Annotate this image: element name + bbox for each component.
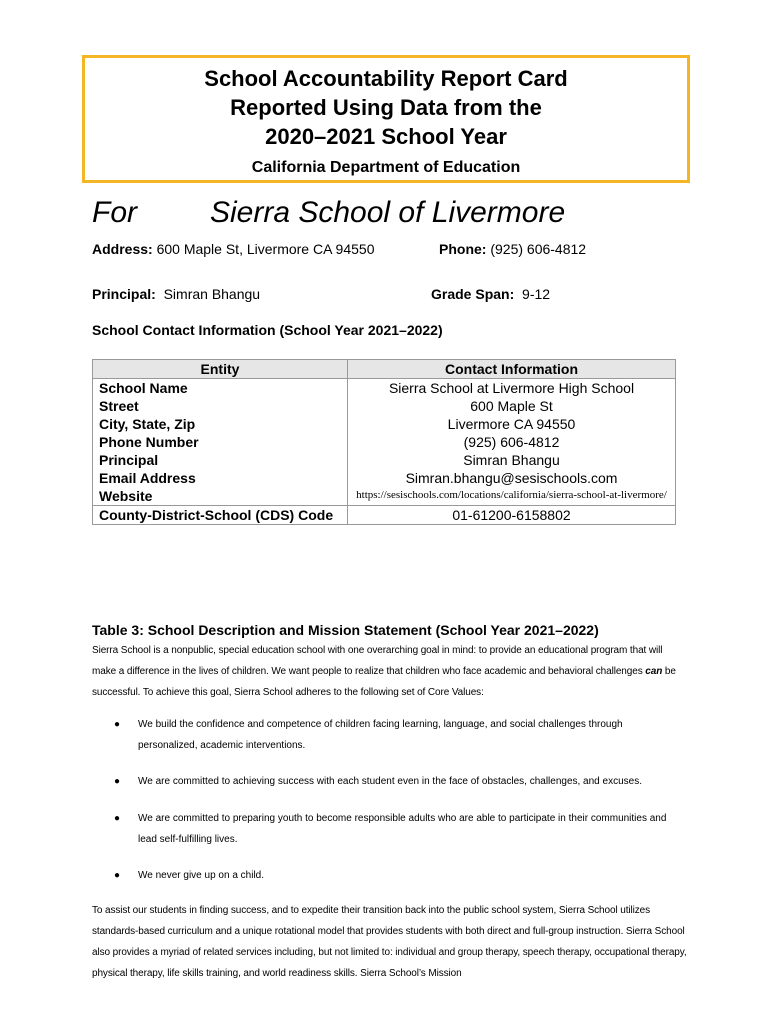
list-item [114,865,674,886]
info-cell: 01-61200-6158802 [348,506,676,525]
phone-value: (925) 606-4812 [490,241,587,257]
principal-label: Principal: [92,286,156,302]
info-cell: 600 Maple St [348,397,676,415]
closing-paragraph: To assist our students in finding success, and to expedite their transition back into the public school system, Sierra School utilizes standards-based curriculum and a unique rotational model that provides students with both direct and full-group instruction. Sierra School also provides a myriad of related services including, but not limited to: individual and group therapy, speech therapy, occupational therapy, physical therapy, life skills training, and world readiness skills. Sierra School’s Mission [92,905,687,979]
address-value: 600 Maple St, Livermore CA 94550 [156,241,375,257]
entity-cell: Street [93,397,348,415]
contact-heading: School Contact Information (School Year 2021–2022) [92,322,443,338]
title-line-3: 2020–2021 School Year [265,124,507,149]
phone-label: Phone: [439,241,487,257]
title-line-2: Reported Using Data from the [230,95,542,120]
table3-heading: Table 3: School Description and Mission Statement (School Year 2021–2022) [92,622,599,638]
bullet-icon: ● [114,776,121,787]
entity-cell: Email Address [93,469,348,487]
table-header-row [93,360,676,379]
school-name-heading [92,196,566,230]
table-row [93,379,676,398]
website-link[interactable]: https://sesischools.com/locations/california/sierra-school-at-livermore/ [348,487,676,506]
bullet-text: We are committed to achieving success with each student even in the face of obstacles, challenges, and excuses. [138,776,642,787]
table-row [93,397,676,415]
address-label: Address: [92,241,153,257]
intro-text-2: be successful. To achieve this goal, Sierra School adheres to the following set of Core Values: [92,666,676,698]
col-entity-header: Entity [93,360,348,379]
for-label: For [92,196,137,229]
bullet-icon: ● [114,870,121,881]
principal-line [92,286,260,302]
entity-cell: Website [93,487,348,506]
intro-paragraph [92,640,688,703]
table-row [93,506,676,525]
entity-cell: City, State, Zip [93,415,348,433]
entity-cell: Phone Number [93,433,348,451]
bullet-icon: ● [114,719,121,730]
table-row [93,415,676,433]
table-row [93,469,676,487]
intro-text-1: Sierra School is a nonpublic, special education school with one overarching goal in mind: to provide an educational program that will make a difference in the lives of children. We want people to realize that children who face academic and behavioral challenges [92,645,663,677]
contact-table [92,359,676,525]
bullet-text: We never give up on a child. [138,870,265,881]
list-item [114,771,674,792]
info-cell: Sierra School at Livermore High School [348,379,676,398]
info-cell: Simran.bhangu@sesischools.com [348,469,676,487]
list-item [114,714,674,756]
address-line [92,241,374,257]
report-title-box [82,55,690,183]
list-item [114,808,674,850]
table-row [93,451,676,469]
report-subtitle: California Department of Education [251,159,521,176]
intro-emphasis: can [645,666,663,677]
info-cell: Simran Bhangu [348,451,676,469]
title-line-1: School Accountability Report Card [204,66,568,91]
principal-value: Simran Bhangu [163,286,261,302]
entity-cell: Principal [93,451,348,469]
info-cell: Livermore CA 94550 [348,415,676,433]
table-row [93,433,676,451]
entity-cell: County-District-School (CDS) Code [93,506,348,525]
bullet-text: We are committed to preparing youth to become responsible adults who are able to participate in their communities and lead self-fulfilling lives. [138,813,667,845]
grade-span-line [431,286,550,302]
phone-line [439,241,586,257]
school-name: Sierra School of Livermore [210,196,566,229]
bullet-text: We build the confidence and competence of children facing learning, language, and social challenges through personalized, academic interventions. [138,719,623,751]
info-cell: (925) 606-4812 [348,433,676,451]
grade-span-label: Grade Span: [431,286,515,302]
col-info-header: Contact Information [348,360,676,379]
entity-cell: School Name [93,379,348,398]
grade-span-value: 9-12 [522,286,551,302]
bullet-icon: ● [114,813,121,824]
table-row [93,487,676,506]
